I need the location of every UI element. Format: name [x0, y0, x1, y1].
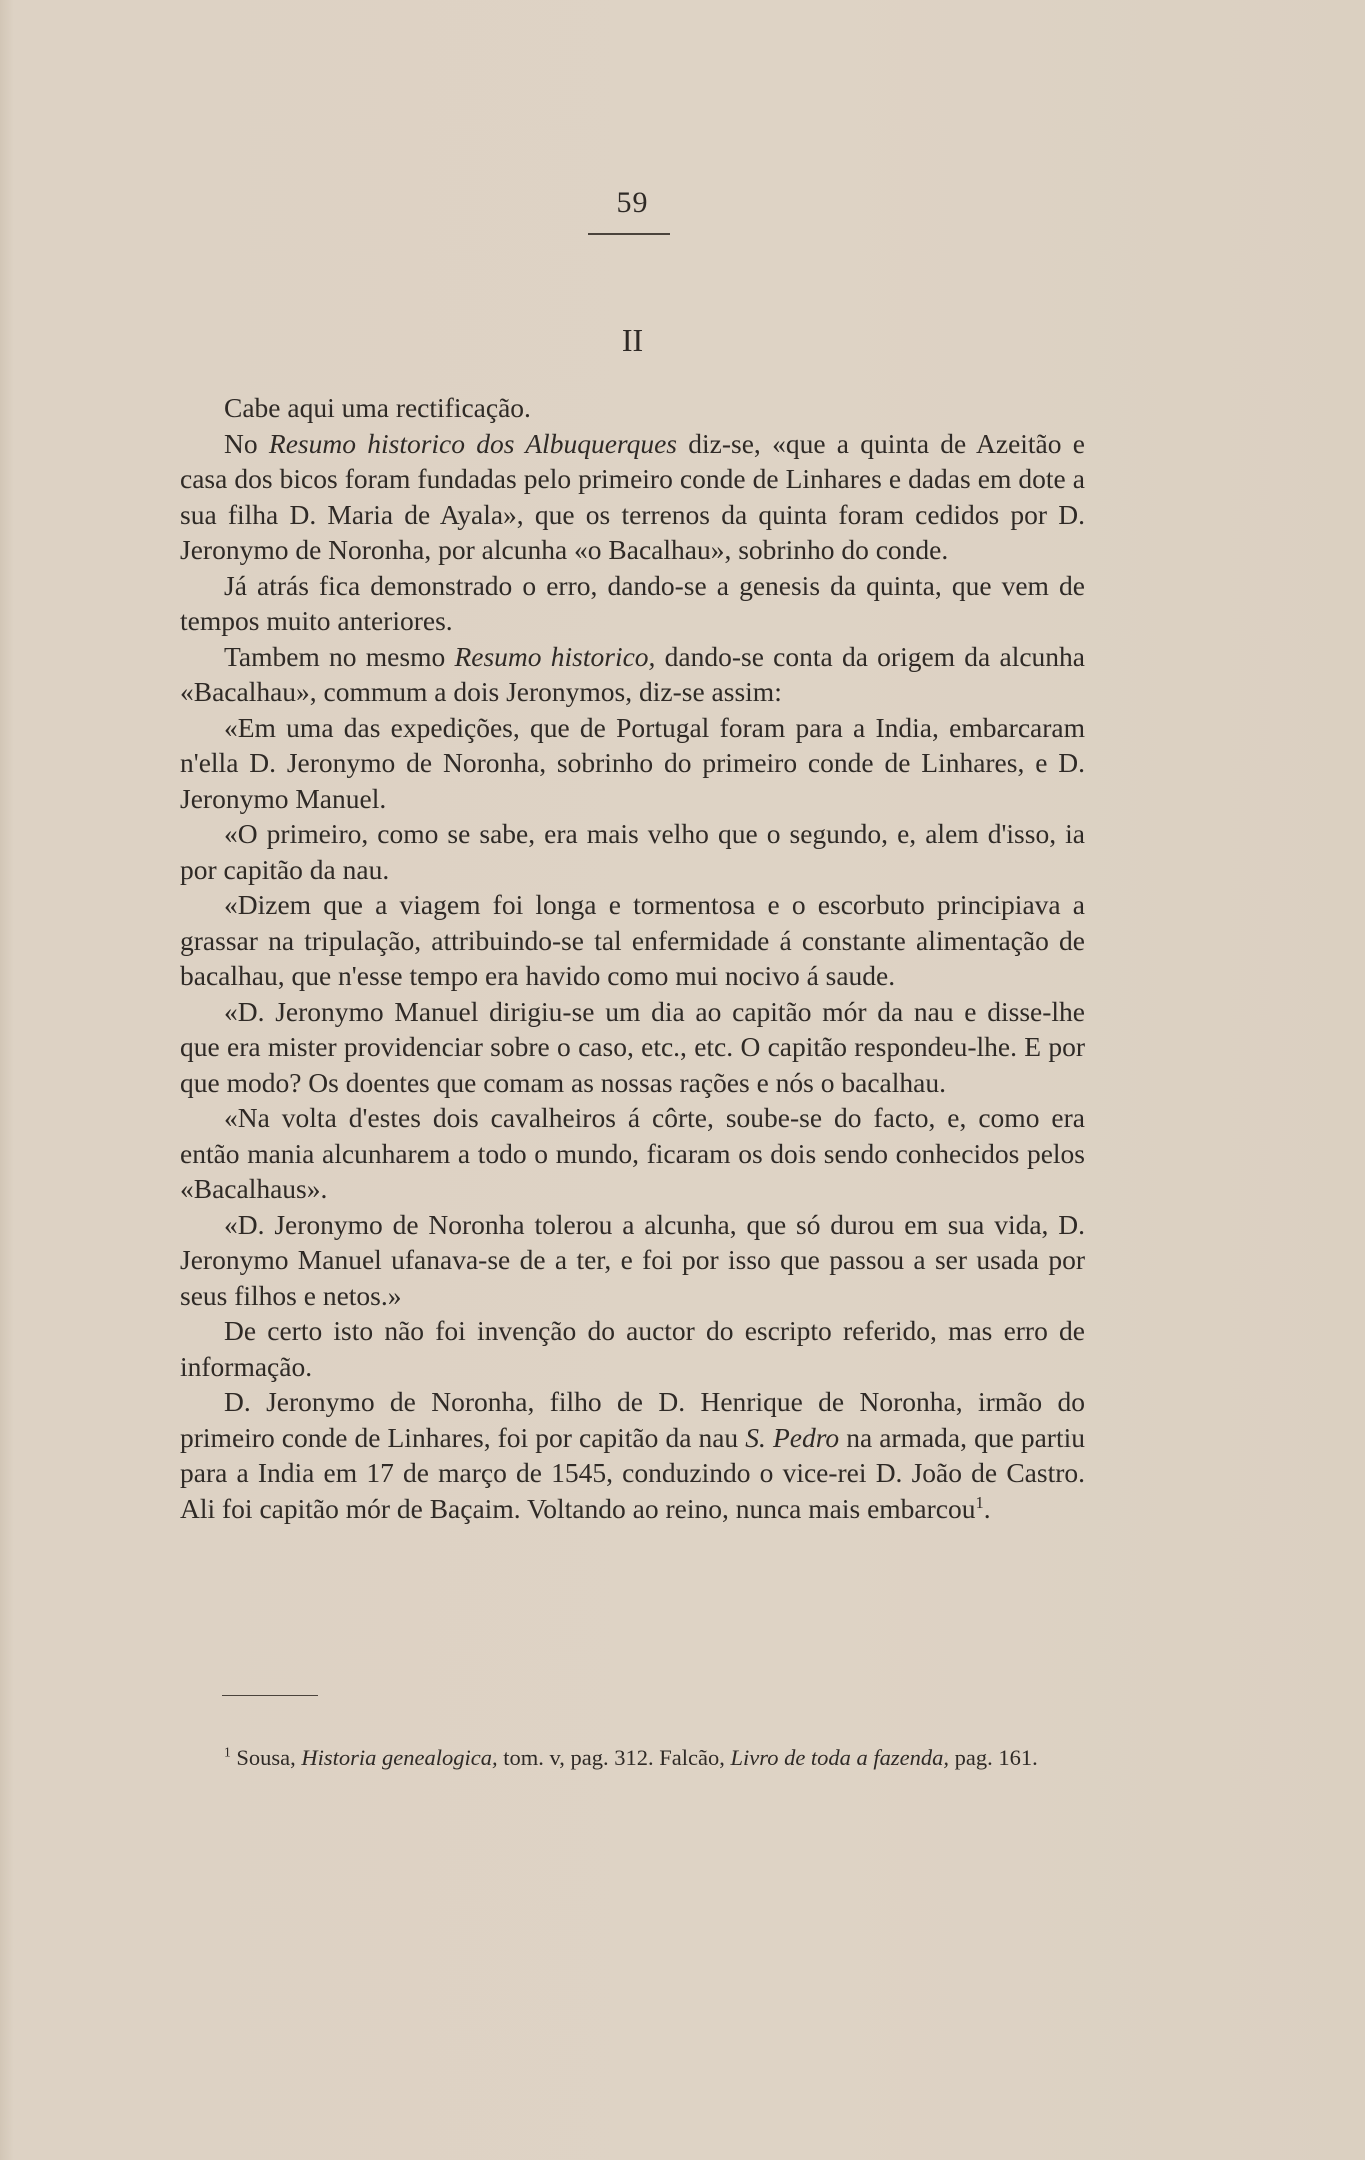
paragraph: Já atrás fica demonstrado o erro, dando-se a genesis da quinta, que vem de tempos muito anteriores.	[180, 569, 1085, 636]
italic-title: Resumo historico dos Albuquerques	[268, 427, 677, 459]
paragraph: No Resumo historico dos Albuquerques diz-se, «que a quinta de Azeitão e casa dos bicos foram fundadas pelo primeiro conde de Linhares e dadas em dote a sua filha D. Maria de Ayala», que os terrenos da quinta foram cedidos por D. Jeronymo de Noronha, por alcunha «o Bacalhau», sobrinho do conde.	[180, 427, 1085, 565]
paragraph: «O primeiro, como se sabe, era mais velho que o segundo, e, alem d'isso, ia por capitão da nau.	[180, 818, 1085, 885]
paragraph: «D. Jeronymo de Noronha tolerou a alcunha, que só durou em sua vida, D. Jeronymo Manuel ufanava-se de a ter, e foi por isso que passou a ser usada por seus filhos e netos.»	[180, 1208, 1085, 1311]
section-heading: II	[621, 322, 644, 358]
paragraph: Tambem no mesmo Resumo historico, dando-se conta da origem da alcunha «Bacalhau», commum a dois Jeronymos, diz-se assim:	[180, 640, 1085, 707]
paragraph: «Em uma das expedições, que de Portugal foram para a India, embarcaram n'ella D. Jeronymo de Noronha, sobrinho do primeiro conde de Linhares, e D. Jeronymo Manuel.	[180, 711, 1085, 814]
footnote-reference: 1	[975, 1492, 984, 1512]
footnote-mark: 1	[224, 1744, 231, 1760]
footnote: $^1$ Sousa, Historia genealogica, tom. v, pag. 312. Falcão, Livro de toda a fazenda, pag. 161.	[224, 1744, 1038, 1770]
paragraph: «Dizem que a viagem foi longa e tormentosa e o escorbuto principiava a grassar na tripulação, attribuindo-se tal enfermidade á constante alimentação de bacalhau, que n'esse tempo era havido como mui nocivo á saude.	[180, 889, 1085, 991]
paragraph: D. Jeronymo de Noronha, filho de D. Henrique de Noronha, irmão do primeiro conde de Linhares, foi por capitão da nau S. Pedro na armada, que partiu para a India em 17 de março de 1545, conduzindo o vice-rei D. João de Castro. Ali foi capitão mór de Baçaim. Voltando ao reino, nunca mais embarcou$^1$.	[180, 1386, 1085, 1524]
paragraph: «D. Jeronymo Manuel dirigiu-se um dia ao capitão mór da nau e disse-lhe que era mister providenciar sobre o caso, etc., etc. O capitão respondeu-lhe. E por que modo? Os doentes que comam as nossas rações e nós o bacalhau.	[180, 995, 1085, 1098]
page-number: 59	[616, 186, 649, 219]
body-text	[180, 390, 1085, 1526]
paragraph: Cabe aqui uma rectificação.	[224, 392, 531, 423]
page-number-rule	[588, 233, 670, 235]
paragraph: «Na volta d'estes dois cavalheiros á côrte, soube-se do facto, e, como era então mania alcunharem a todo o mundo, ficaram os dois sendo conhecidos pelos «Bacalhaus».	[180, 1102, 1085, 1204]
italic-title: Resumo historico,	[454, 640, 656, 672]
italic-source-title: Historia genealogica,	[301, 1745, 498, 1770]
footnote-rule	[222, 1695, 318, 1696]
italic-ship-name: S. Pedro	[745, 1421, 840, 1453]
italic-source-title: Livro de toda a fazenda,	[730, 1745, 950, 1770]
paragraph: De certo isto não foi invenção do auctor do escripto referido, mas erro de informação.	[180, 1315, 1085, 1382]
